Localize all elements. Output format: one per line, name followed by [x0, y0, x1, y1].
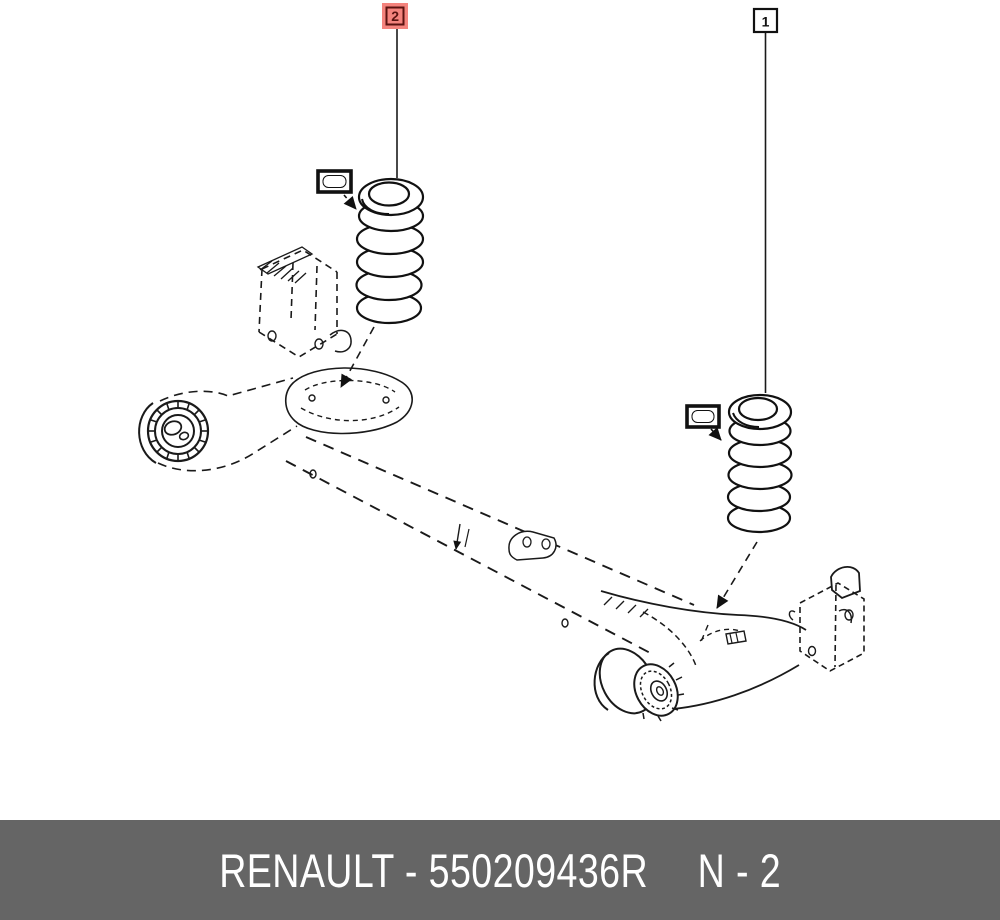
right-spring-pad [687, 406, 721, 440]
callout-1-number[interactable]: 1 [761, 13, 770, 30]
right-coil-spring[interactable] [728, 395, 792, 532]
bracket-hole [809, 647, 816, 656]
bracket-flange [831, 567, 860, 598]
bracket-top-face [258, 247, 312, 274]
footer-text [219, 843, 781, 898]
left-coil-spring[interactable] [357, 179, 424, 323]
footer-banner [0, 820, 1000, 920]
left-spring-pad [318, 171, 356, 209]
small-tick [465, 529, 469, 547]
bracket-curl [330, 330, 351, 351]
left-bushing-arm [139, 378, 297, 471]
right-spring-seat [700, 629, 746, 644]
right-bushing [589, 639, 686, 723]
bracket-tab [789, 611, 795, 620]
right-spring-seat-leader [717, 542, 757, 608]
beam-weld-mark [562, 619, 568, 627]
callout-2-number[interactable]: 2 [391, 8, 400, 24]
beam-center-bracket [509, 531, 556, 560]
right-trailing-arm [589, 591, 806, 723]
callout-1[interactable] [754, 9, 777, 32]
footer-brand-partnumber: RENAULT - 550209436R [219, 843, 648, 897]
left-shock-bracket [258, 247, 351, 357]
left-spring-seat [286, 368, 412, 434]
bushing-serration [149, 402, 207, 460]
callout-2[interactable] [382, 3, 408, 29]
right-mount-bracket [789, 567, 864, 671]
arm-hatching [604, 597, 648, 617]
beam-upper-edge [306, 437, 694, 605]
footer-page-ref: N - 2 [697, 843, 781, 897]
pad-pointer-arrow [344, 195, 356, 209]
pad-pointer-arrow [711, 429, 721, 440]
left-bushing [148, 401, 208, 461]
right-leader-continuation [700, 625, 708, 644]
small-arrow [456, 524, 460, 549]
axle-beam [286, 437, 694, 655]
bracket-hatching [260, 261, 306, 283]
beam-lower-edge [286, 461, 654, 655]
